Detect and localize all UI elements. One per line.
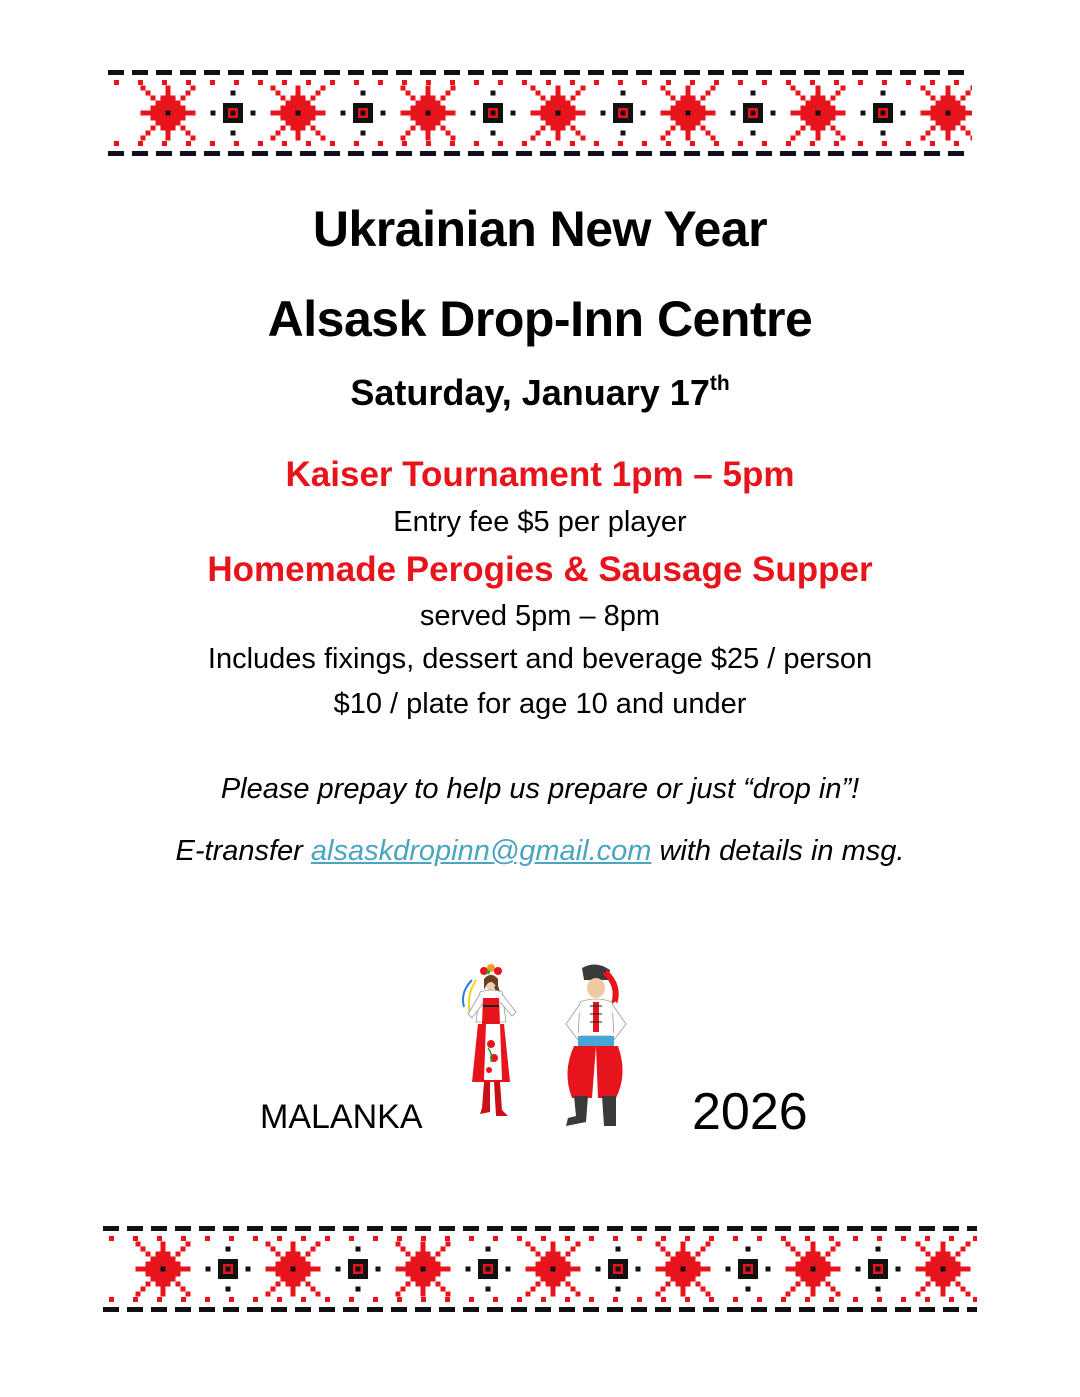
child-price-text: $10 / plate for age 10 and under <box>333 688 747 720</box>
embroidery-pattern <box>108 70 972 156</box>
embroidery-pattern <box>103 1226 977 1312</box>
supper-time-text: served 5pm – 8pm <box>419 600 661 632</box>
supper-price-text: Includes fixings, dessert and beverage $25 / person <box>207 643 873 675</box>
top-embroidery-border <box>108 70 972 156</box>
prepay-note: Please prepay to help us prepare or just “drop in”! <box>220 773 860 805</box>
bottom-embroidery-border <box>103 1226 977 1312</box>
kaiser-tournament-heading: Kaiser Tournament 1pm – 5pm <box>285 455 795 494</box>
etransfer-prefix: E-transfer <box>175 835 311 867</box>
etransfer-line <box>0 835 1080 868</box>
year-label: 2026 <box>692 1083 808 1141</box>
date-ordinal-suffix: th <box>709 372 730 395</box>
event-title: Ukrainian New Year <box>312 201 768 257</box>
folk-dancers-illustration <box>450 962 680 1137</box>
entry-fee-text: Entry fee $5 per player <box>393 506 687 538</box>
venue-title: Alsask Drop-Inn Centre <box>267 291 813 347</box>
male-dancer-figure <box>566 964 626 1126</box>
supper-heading: Homemade Perogies & Sausage Supper <box>207 550 873 589</box>
etransfer-suffix: with details in msg. <box>651 835 905 867</box>
email-link[interactable]: alsaskdropinn@gmail.com <box>310 835 652 867</box>
malanka-label: MALANKA <box>260 1098 423 1136</box>
event-date <box>0 372 1080 414</box>
female-dancer-figure <box>463 964 516 1116</box>
event-date-text: Saturday, January 17 <box>350 372 710 413</box>
